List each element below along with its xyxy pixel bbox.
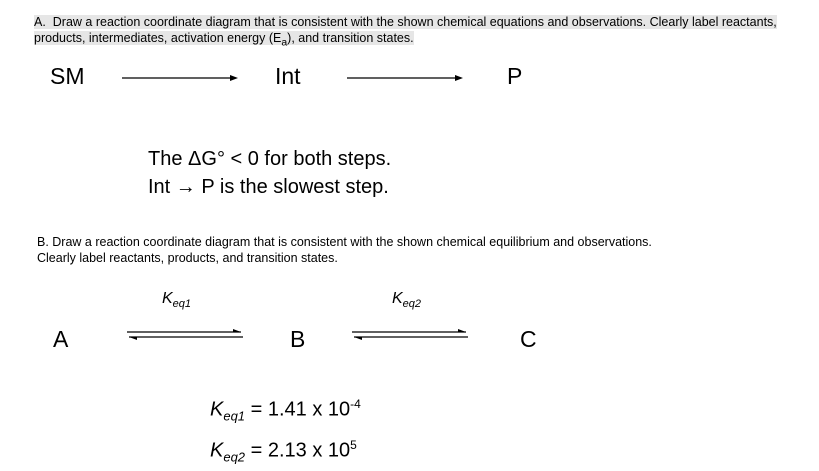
species-sm: SM xyxy=(50,63,85,89)
equilibrium-values xyxy=(210,390,361,471)
condition-2-post: P is the slowest step. xyxy=(195,176,389,198)
species-c: C xyxy=(520,326,537,352)
equilibrium-arrow-1 xyxy=(127,329,243,341)
keq2-sub: eq2 xyxy=(402,298,422,311)
species-b: B xyxy=(290,326,306,352)
species-p: P xyxy=(507,63,523,89)
keq2-k: K xyxy=(392,290,403,307)
part-a-text: Draw a reaction coordinate diagram that is consistent with the shown chemical equations and observations. Clearly label reactants, products, intermediates, activation energy (E xyxy=(34,15,777,45)
right-arrow-icon: → xyxy=(175,176,196,198)
keq1-value-text: = 1.41 x 10 xyxy=(245,398,351,421)
keq1-value xyxy=(210,390,361,431)
keq2-value-sub: eq2 xyxy=(223,449,246,465)
keq1-value-sub: eq1 xyxy=(223,408,246,424)
delta-g-symbol: ΔG° xyxy=(188,148,225,170)
part-b-prompt: B. Draw a reaction coordinate diagram that is consistent with the shown chemical equilibrium and observations. Clearly label reactants, products, and transition states. xyxy=(37,235,652,265)
part-a-sub: a xyxy=(281,37,288,49)
keq1-k: K xyxy=(162,290,173,307)
keq1-value-exp: -4 xyxy=(350,397,361,411)
part-a-prompt xyxy=(34,14,792,52)
condition-1-pre: The xyxy=(148,148,189,170)
condition-2-pre: Int xyxy=(148,176,176,198)
forward-arrow-1 xyxy=(122,74,238,84)
condition-1 xyxy=(148,145,391,173)
part-a-letter: A. xyxy=(34,15,46,29)
keq1-sub: eq1 xyxy=(172,298,192,311)
species-a: A xyxy=(53,326,69,352)
keq2-value-text: = 2.13 x 10 xyxy=(245,439,351,462)
keq2-label xyxy=(392,290,421,310)
equilibrium-arrow-2 xyxy=(352,329,468,341)
conditions xyxy=(148,145,391,201)
condition-1-post: < 0 for both steps. xyxy=(224,148,392,170)
condition-2 xyxy=(148,173,391,201)
species-int: Int xyxy=(275,63,301,89)
keq2-value xyxy=(210,431,361,471)
keq2-value-k: K xyxy=(210,439,224,462)
keq1-value-k: K xyxy=(210,398,224,421)
keq1-label xyxy=(162,290,191,310)
forward-arrow-2 xyxy=(347,74,463,84)
keq2-value-exp: 5 xyxy=(350,437,357,452)
part-a-suffix: ), and transition states. xyxy=(287,31,414,45)
